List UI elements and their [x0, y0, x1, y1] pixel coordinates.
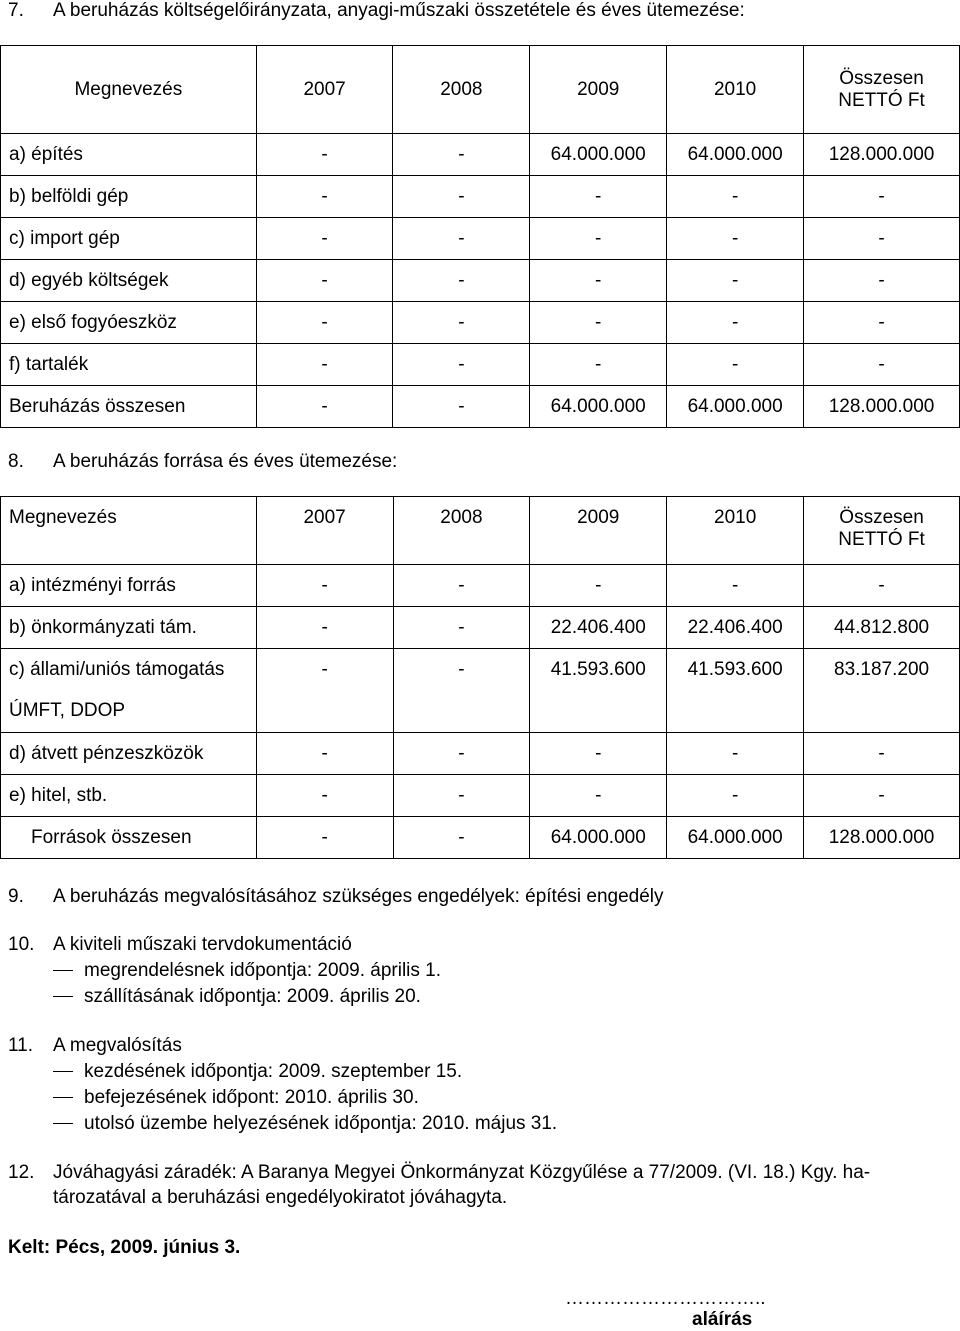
cell-2010: -: [667, 733, 804, 775]
header-2007: 2007: [256, 46, 393, 134]
cell-2007: -: [256, 218, 393, 260]
dash-bullet: [53, 1071, 73, 1072]
section-12-number: 12.: [8, 1162, 35, 1183]
list-item: [53, 986, 421, 1008]
cell-2010: -: [667, 176, 804, 218]
header-total: [804, 497, 960, 565]
cell-2008: -: [393, 386, 530, 428]
cell-2010: -: [667, 344, 804, 386]
cell-2008: -: [393, 817, 530, 859]
cell-2009: -: [530, 344, 667, 386]
cell-total: 128.000.000: [804, 386, 960, 428]
section-8-title: A beruházás forrása és éves ütemezése:: [53, 451, 398, 472]
cell-total: -: [804, 260, 960, 302]
cell-2007: -: [256, 565, 393, 607]
signature-line: …………………………..: [565, 1288, 766, 1309]
funding-table: [0, 496, 960, 859]
cell-2010: -: [667, 218, 804, 260]
header-2009: 2009: [530, 46, 667, 134]
list-item-text: megrendelésnek időpontja: 2009. április 1.: [84, 960, 442, 981]
table-total-row: [1, 386, 960, 428]
cell-2010: 22.406.400: [667, 607, 804, 649]
cell-2008: -: [393, 775, 530, 817]
table-row: [1, 302, 960, 344]
list-item-text: befejezésének időpont: 2010. április 30.: [84, 1087, 419, 1108]
cell-2008: -: [393, 176, 530, 218]
section-10-text: A kiviteli műszaki tervdokumentáció: [53, 934, 352, 955]
cell-2007: -: [256, 775, 393, 817]
cell-2010: -: [667, 260, 804, 302]
row-label: b) belföldi gép: [1, 176, 257, 218]
table-row: [1, 260, 960, 302]
row-label: e) hitel, stb.: [1, 775, 257, 817]
cell-2009: -: [530, 302, 667, 344]
row-label-line1: c) állami/uniós támogatás: [9, 659, 225, 680]
section-7-number: 7.: [8, 0, 24, 21]
table-row: [1, 649, 960, 733]
dash-bullet: [53, 1123, 73, 1124]
cell-2009: 64.000.000: [530, 134, 667, 176]
list-item: [53, 960, 441, 982]
cell-2008: -: [393, 649, 530, 733]
cell-2009: -: [530, 176, 667, 218]
header-2009: 2009: [530, 497, 667, 565]
header-total-line2: NETTÓ Ft: [838, 529, 925, 550]
cell-2009: -: [530, 218, 667, 260]
cell-2008: -: [393, 218, 530, 260]
cell-2009: -: [530, 733, 667, 775]
section-7-title: A beruházás költségelőirányzata, anyagi-műszaki összetétele és éves ütemezése:: [53, 0, 745, 21]
header-2008: 2008: [393, 497, 530, 565]
section-11-text: A megvalósítás: [53, 1035, 182, 1056]
cell-2009: 41.593.600: [530, 649, 667, 733]
table-header-row: [1, 46, 960, 134]
header-megnevezes: Megnevezés: [1, 497, 257, 565]
row-label: a) intézményi forrás: [1, 565, 257, 607]
cell-total: 83.187.200: [804, 649, 960, 733]
cell-total: -: [804, 733, 960, 775]
cell-total: -: [804, 176, 960, 218]
list-item-text: kezdésének időpontja: 2009. szeptember 15.: [84, 1061, 463, 1082]
header-megnevezes: Megnevezés: [1, 46, 257, 134]
cell-total: -: [804, 344, 960, 386]
row-label: Források összesen: [1, 817, 257, 859]
cell-2007: -: [256, 817, 393, 859]
cell-total: 128.000.000: [804, 817, 960, 859]
list-item-text: szállításának időpontja: 2009. április 20.: [84, 986, 421, 1007]
header-total-line1: Összesen: [839, 67, 924, 89]
cell-2007: -: [256, 607, 393, 649]
cell-2007: -: [256, 649, 393, 733]
cell-2010: -: [667, 775, 804, 817]
cell-2008: -: [393, 260, 530, 302]
cell-2007: -: [256, 344, 393, 386]
cell-2009: -: [530, 260, 667, 302]
cell-total: 44.812.800: [804, 607, 960, 649]
header-total-line2: NETTÓ Ft: [838, 89, 925, 111]
dash-bullet: [53, 1097, 73, 1098]
header-2008: 2008: [393, 46, 530, 134]
header-2007: 2007: [256, 497, 393, 565]
section-12-line1: Jóváhagyási záradék: A Baranya Megyei Önkormányzat Közgyűlése a 77/2009. (VI. 18.) Kgy. ha-: [53, 1162, 871, 1183]
cell-2010: -: [667, 565, 804, 607]
cell-2008: -: [393, 302, 530, 344]
cell-2007: -: [256, 386, 393, 428]
header-total: [804, 46, 960, 134]
cell-total: -: [804, 775, 960, 817]
cell-2010: 64.000.000: [667, 386, 804, 428]
cell-2009: -: [530, 775, 667, 817]
cell-2010: 64.000.000: [667, 817, 804, 859]
cost-table: [0, 45, 960, 428]
table-header-row: [1, 497, 960, 565]
header-2010: 2010: [667, 46, 804, 134]
table-row: [1, 775, 960, 817]
table-row: [1, 733, 960, 775]
cell-2010: -: [667, 302, 804, 344]
section-8-number: 8.: [8, 451, 24, 472]
list-item: [53, 1087, 419, 1109]
row-label: a) építés: [1, 134, 257, 176]
list-item-text: utolsó üzembe helyezésének időpontja: 2010. május 31.: [84, 1113, 558, 1134]
header-2010: 2010: [667, 497, 804, 565]
row-label-line2: ÚMFT, DDOP: [9, 700, 126, 721]
cell-2007: -: [256, 176, 393, 218]
dash-bullet: [53, 996, 73, 997]
dash-bullet: [53, 970, 73, 971]
row-label: Beruházás összesen: [1, 386, 257, 428]
date-place: Kelt: Pécs, 2009. június 3.: [8, 1237, 241, 1258]
section-12-line2: tározatával a beruházási engedélyokiratot jóváhagyta.: [53, 1187, 508, 1208]
table-row: [1, 176, 960, 218]
table-row: [1, 134, 960, 176]
cell-total: -: [804, 565, 960, 607]
section-9-number: 9.: [8, 886, 24, 907]
row-label: d) egyéb költségek: [1, 260, 257, 302]
section-11-number: 11.: [8, 1035, 34, 1056]
cell-2009: 64.000.000: [530, 817, 667, 859]
cell-total: 128.000.000: [804, 134, 960, 176]
table-row: [1, 218, 960, 260]
row-label: c) import gép: [1, 218, 257, 260]
cell-2007: -: [256, 302, 393, 344]
row-label: b) önkormányzati tám.: [1, 607, 257, 649]
list-item: [53, 1061, 462, 1083]
table-row: [1, 607, 960, 649]
header-total-line1: Összesen: [839, 507, 924, 528]
cell-2008: -: [393, 344, 530, 386]
cell-total: -: [804, 218, 960, 260]
list-item: [53, 1113, 557, 1135]
row-label: [1, 649, 257, 733]
row-label: e) első fogyóeszköz: [1, 302, 257, 344]
signature-label: aláírás: [692, 1309, 753, 1330]
row-label: d) átvett pénzeszközök: [1, 733, 257, 775]
cell-2008: -: [393, 565, 530, 607]
cell-2010: 41.593.600: [667, 649, 804, 733]
cell-2009: 22.406.400: [530, 607, 667, 649]
cell-2007: -: [256, 134, 393, 176]
section-10-number: 10.: [8, 934, 35, 955]
cell-2010: 64.000.000: [667, 134, 804, 176]
cell-2009: -: [530, 565, 667, 607]
cell-total: -: [804, 302, 960, 344]
cell-2008: -: [393, 607, 530, 649]
row-label: f) tartalék: [1, 344, 257, 386]
table-total-row: [1, 817, 960, 859]
table-row: [1, 344, 960, 386]
cell-2009: 64.000.000: [530, 386, 667, 428]
cell-2007: -: [256, 733, 393, 775]
table-row: [1, 565, 960, 607]
cell-2007: -: [256, 260, 393, 302]
cell-2008: -: [393, 134, 530, 176]
cell-2008: -: [393, 733, 530, 775]
section-9-text: A beruházás megvalósításához szükséges engedélyek: építési engedély: [53, 886, 664, 907]
